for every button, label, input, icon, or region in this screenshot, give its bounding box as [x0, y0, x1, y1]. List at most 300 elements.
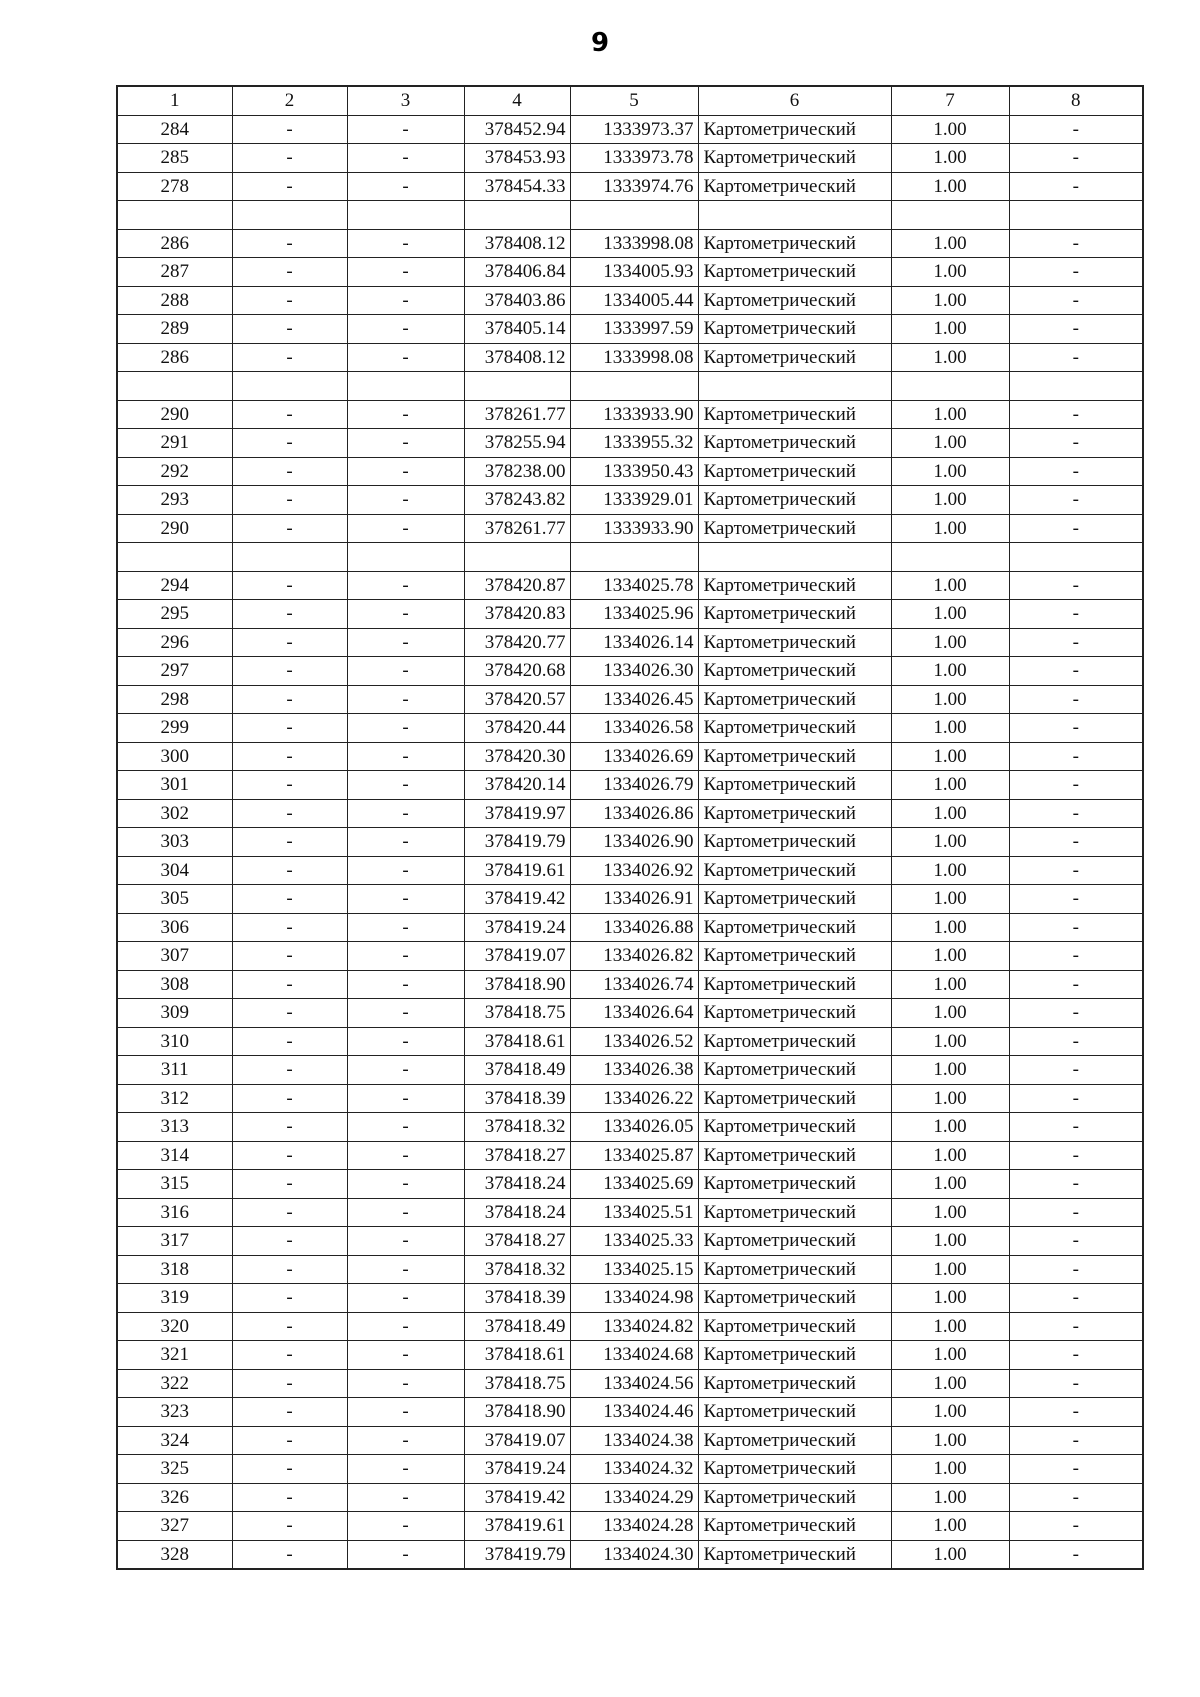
table-cell: 1334026.79	[570, 771, 698, 800]
table-cell: -	[1009, 1540, 1143, 1569]
table-cell: -	[1009, 486, 1143, 515]
table-cell: 378420.30	[464, 742, 570, 771]
table-row	[117, 1027, 1143, 1056]
table-cell: -	[1009, 172, 1143, 201]
table-cell: -	[232, 999, 347, 1028]
table-cell: 1333950.43	[570, 457, 698, 486]
table-cell: 1333933.90	[570, 400, 698, 429]
table-cell: 1333973.78	[570, 144, 698, 173]
table-cell: -	[347, 913, 464, 942]
table-cell: 1334026.22	[570, 1084, 698, 1113]
table-cell: -	[232, 1284, 347, 1313]
table-cell: -	[1009, 429, 1143, 458]
table-cell: Картометрический	[698, 115, 891, 144]
table-cell: 378418.27	[464, 1227, 570, 1256]
table-cell: -	[232, 828, 347, 857]
table-cell	[117, 543, 232, 572]
table-cell: Картометрический	[698, 856, 891, 885]
table-cell: -	[347, 315, 464, 344]
table-cell: 1.00	[891, 229, 1009, 258]
table-cell: -	[232, 1483, 347, 1512]
table-row	[117, 1455, 1143, 1484]
table-cell: 1333997.59	[570, 315, 698, 344]
table-cell: -	[347, 429, 464, 458]
table-cell: -	[347, 115, 464, 144]
table-row	[117, 885, 1143, 914]
table-cell: Картометрический	[698, 685, 891, 714]
table-cell: -	[1009, 1512, 1143, 1541]
table-cell: -	[347, 685, 464, 714]
table-row	[117, 172, 1143, 201]
table-cell: 1334026.05	[570, 1113, 698, 1142]
table-cell: -	[1009, 1056, 1143, 1085]
table-cell: -	[1009, 1398, 1143, 1427]
table-row	[117, 600, 1143, 629]
table-cell	[464, 201, 570, 230]
table-cell: 290	[117, 514, 232, 543]
table-cell: -	[232, 1312, 347, 1341]
table-cell: -	[232, 315, 347, 344]
table-cell: 1334024.30	[570, 1540, 698, 1569]
table-cell: 1334024.32	[570, 1455, 698, 1484]
table-cell: -	[232, 885, 347, 914]
table-row	[117, 315, 1143, 344]
table-cell: Картометрический	[698, 1170, 891, 1199]
table-cell: -	[347, 1426, 464, 1455]
table-cell: -	[232, 1341, 347, 1370]
table-cell: 378419.61	[464, 856, 570, 885]
table-cell: 291	[117, 429, 232, 458]
table-cell: 378420.83	[464, 600, 570, 629]
table-row	[117, 457, 1143, 486]
table-cell: -	[1009, 571, 1143, 600]
table-row	[117, 1284, 1143, 1313]
table-cell: 1.00	[891, 970, 1009, 999]
table-cell: Картометрический	[698, 799, 891, 828]
table-cell: 1334026.69	[570, 742, 698, 771]
table-cell: -	[347, 828, 464, 857]
table-cell: 1.00	[891, 685, 1009, 714]
table-row	[117, 1255, 1143, 1284]
table-cell: 1334025.51	[570, 1198, 698, 1227]
table-cell: -	[347, 1255, 464, 1284]
table-row	[117, 1113, 1143, 1142]
table-cell: 1.00	[891, 885, 1009, 914]
table-cell: -	[1009, 742, 1143, 771]
table-cell: -	[232, 913, 347, 942]
table-cell: -	[232, 1113, 347, 1142]
table-cell: -	[347, 1113, 464, 1142]
table-row	[117, 1141, 1143, 1170]
table-cell: Картометрический	[698, 1312, 891, 1341]
table-cell: 1.00	[891, 600, 1009, 629]
table-cell: 316	[117, 1198, 232, 1227]
table-cell: -	[1009, 999, 1143, 1028]
table-cell: 1334026.58	[570, 714, 698, 743]
table-cell: 378418.24	[464, 1198, 570, 1227]
table-cell: 1334024.28	[570, 1512, 698, 1541]
table-cell: -	[232, 1255, 347, 1284]
table-cell: 1.00	[891, 1198, 1009, 1227]
table-cell: 1.00	[891, 913, 1009, 942]
table-cell: Картометрический	[698, 1113, 891, 1142]
table-cell: 1.00	[891, 429, 1009, 458]
table-cell: 1.00	[891, 315, 1009, 344]
table-cell: 1.00	[891, 1398, 1009, 1427]
table-cell: 1333998.08	[570, 229, 698, 258]
table-cell: 325	[117, 1455, 232, 1484]
table-cell: -	[232, 1141, 347, 1170]
table-cell: Картометрический	[698, 628, 891, 657]
table-cell: -	[1009, 1084, 1143, 1113]
table-cell: -	[232, 571, 347, 600]
table-cell: -	[347, 885, 464, 914]
table-cell	[1009, 372, 1143, 401]
column-header: 4	[464, 86, 570, 115]
table-cell: 1.00	[891, 1426, 1009, 1455]
table-cell: -	[1009, 942, 1143, 971]
table-cell: 1333974.76	[570, 172, 698, 201]
table-cell: Картометрический	[698, 144, 891, 173]
table-cell: -	[1009, 856, 1143, 885]
table-cell: -	[347, 1084, 464, 1113]
table-cell: Картометрический	[698, 771, 891, 800]
table-cell: 1334026.52	[570, 1027, 698, 1056]
table-cell	[347, 372, 464, 401]
table-cell: -	[1009, 229, 1143, 258]
table-row	[117, 514, 1143, 543]
table-cell: -	[1009, 1426, 1143, 1455]
table-cell	[570, 201, 698, 230]
table-cell: 1.00	[891, 1540, 1009, 1569]
table-cell	[232, 372, 347, 401]
table-cell: 298	[117, 685, 232, 714]
table-cell: Картометрический	[698, 258, 891, 287]
table-row	[117, 429, 1143, 458]
table-cell: -	[347, 1540, 464, 1569]
table-cell: 295	[117, 600, 232, 629]
table-cell: -	[347, 942, 464, 971]
table-cell: -	[1009, 1198, 1143, 1227]
table-cell: 1.00	[891, 1084, 1009, 1113]
table-cell: 320	[117, 1312, 232, 1341]
table-cell: Картометрический	[698, 486, 891, 515]
table-cell: 1334026.90	[570, 828, 698, 857]
table-cell: -	[232, 771, 347, 800]
table-cell: 1334024.68	[570, 1341, 698, 1370]
table-cell: -	[347, 172, 464, 201]
table-cell: -	[1009, 1369, 1143, 1398]
table-cell: 1334024.46	[570, 1398, 698, 1427]
table-cell: -	[232, 457, 347, 486]
table-cell: -	[347, 657, 464, 686]
table-cell: -	[347, 400, 464, 429]
table-cell: -	[1009, 600, 1143, 629]
table-cell: -	[1009, 514, 1143, 543]
table-cell: 303	[117, 828, 232, 857]
table-cell: 1334025.96	[570, 600, 698, 629]
table-cell: -	[347, 286, 464, 315]
table-row	[117, 828, 1143, 857]
table-cell: 1334025.33	[570, 1227, 698, 1256]
table-cell: -	[347, 1198, 464, 1227]
table-cell: 318	[117, 1255, 232, 1284]
table-cell: -	[347, 799, 464, 828]
table-cell: 378419.24	[464, 1455, 570, 1484]
table-cell: -	[347, 600, 464, 629]
table-cell: -	[1009, 799, 1143, 828]
table-cell: -	[232, 1512, 347, 1541]
table-row	[117, 1312, 1143, 1341]
table-cell: 378420.87	[464, 571, 570, 600]
table-cell: -	[1009, 1027, 1143, 1056]
table-cell: 296	[117, 628, 232, 657]
table-cell: -	[232, 714, 347, 743]
table-cell	[698, 543, 891, 572]
table-cell: -	[347, 856, 464, 885]
table-cell: -	[347, 457, 464, 486]
table-cell: 1.00	[891, 1483, 1009, 1512]
table-cell: 378261.77	[464, 400, 570, 429]
table-cell: 378419.42	[464, 885, 570, 914]
table-cell: 1.00	[891, 1312, 1009, 1341]
table-cell: 1334026.92	[570, 856, 698, 885]
table-cell: 378420.57	[464, 685, 570, 714]
table-cell: 1334026.45	[570, 685, 698, 714]
table-row	[117, 628, 1143, 657]
table-cell: Картометрический	[698, 429, 891, 458]
table-row	[117, 1056, 1143, 1085]
table-cell: 378418.24	[464, 1170, 570, 1199]
table-cell: 1.00	[891, 457, 1009, 486]
table-cell: -	[232, 514, 347, 543]
column-header: 6	[698, 86, 891, 115]
table-cell: 1.00	[891, 1369, 1009, 1398]
table-cell	[891, 543, 1009, 572]
table-cell: Картометрический	[698, 970, 891, 999]
table-cell: 378419.07	[464, 1426, 570, 1455]
table-cell: 284	[117, 115, 232, 144]
table-cell: Картометрический	[698, 885, 891, 914]
table-row	[117, 942, 1143, 971]
table-cell: 1334025.15	[570, 1255, 698, 1284]
column-header: 7	[891, 86, 1009, 115]
table-cell: 378418.61	[464, 1341, 570, 1370]
table-cell: 1333973.37	[570, 115, 698, 144]
table-cell: 1.00	[891, 172, 1009, 201]
table-cell: -	[1009, 457, 1143, 486]
table-cell: 378408.12	[464, 229, 570, 258]
table-cell: 1.00	[891, 1141, 1009, 1170]
table-cell: 1.00	[891, 1512, 1009, 1541]
table-cell: 315	[117, 1170, 232, 1199]
table-cell: 1.00	[891, 514, 1009, 543]
table-cell: Картометрический	[698, 1341, 891, 1370]
table-cell: -	[1009, 1141, 1143, 1170]
table-cell: -	[347, 1312, 464, 1341]
table-cell: -	[232, 1170, 347, 1199]
table-row	[117, 856, 1143, 885]
table-cell: 378408.12	[464, 343, 570, 372]
table-cell: 1334024.56	[570, 1369, 698, 1398]
table-cell: 378418.49	[464, 1312, 570, 1341]
table-cell: 321	[117, 1341, 232, 1370]
table-cell: 289	[117, 315, 232, 344]
table-cell: 1334026.82	[570, 942, 698, 971]
table-cell: 1333955.32	[570, 429, 698, 458]
table-cell: -	[232, 1540, 347, 1569]
table-cell: -	[1009, 771, 1143, 800]
table-cell: 304	[117, 856, 232, 885]
table-cell: 1.00	[891, 828, 1009, 857]
table-cell: 1.00	[891, 799, 1009, 828]
table-cell: 1.00	[891, 1056, 1009, 1085]
table-cell: -	[232, 799, 347, 828]
table-cell: Картометрический	[698, 657, 891, 686]
table-cell: Картометрический	[698, 514, 891, 543]
table-cell: 297	[117, 657, 232, 686]
table-cell: 1334026.14	[570, 628, 698, 657]
table-cell: Картометрический	[698, 172, 891, 201]
table-cell	[570, 372, 698, 401]
table-cell: -	[347, 486, 464, 515]
table-cell: 378418.75	[464, 1369, 570, 1398]
table-cell: 306	[117, 913, 232, 942]
table-row	[117, 913, 1143, 942]
table-cell: 378418.61	[464, 1027, 570, 1056]
table-row	[117, 970, 1143, 999]
table-cell: 313	[117, 1113, 232, 1142]
table-cell: -	[347, 514, 464, 543]
table-cell	[891, 372, 1009, 401]
table-cell	[232, 543, 347, 572]
table-cell: -	[347, 771, 464, 800]
table-cell: 310	[117, 1027, 232, 1056]
table-cell: 1.00	[891, 400, 1009, 429]
table-cell: 322	[117, 1369, 232, 1398]
table-cell: 378420.77	[464, 628, 570, 657]
table-cell: -	[347, 1341, 464, 1370]
table-cell: 311	[117, 1056, 232, 1085]
table-cell	[698, 201, 891, 230]
table-row	[117, 1341, 1143, 1370]
table-cell: -	[232, 229, 347, 258]
table-cell: Картометрический	[698, 1284, 891, 1313]
table-cell: -	[232, 856, 347, 885]
table-cell: 1.00	[891, 1170, 1009, 1199]
table-cell: Картометрический	[698, 1483, 891, 1512]
table-cell: 1333929.01	[570, 486, 698, 515]
table-cell: Картометрический	[698, 1255, 891, 1284]
table-cell: -	[1009, 714, 1143, 743]
table-cell	[464, 543, 570, 572]
table-row	[117, 343, 1143, 372]
table-row	[117, 685, 1143, 714]
table-cell: 378420.44	[464, 714, 570, 743]
table-cell: 288	[117, 286, 232, 315]
table-cell: 1.00	[891, 343, 1009, 372]
table-cell: 1.00	[891, 144, 1009, 173]
table-cell: -	[347, 1170, 464, 1199]
table-cell: -	[347, 1027, 464, 1056]
table-cell: 378454.33	[464, 172, 570, 201]
table-cell: 1334005.44	[570, 286, 698, 315]
table-cell: 1334024.29	[570, 1483, 698, 1512]
table-cell	[232, 201, 347, 230]
table-row	[117, 1540, 1143, 1569]
table-cell: 1.00	[891, 1113, 1009, 1142]
table-cell: Картометрический	[698, 942, 891, 971]
table-cell: 300	[117, 742, 232, 771]
table-header	[117, 86, 1143, 115]
table-cell: 1334026.38	[570, 1056, 698, 1085]
column-header: 3	[347, 86, 464, 115]
table-cell: 1334026.64	[570, 999, 698, 1028]
table-cell: -	[1009, 1284, 1143, 1313]
table-cell: 327	[117, 1512, 232, 1541]
table-cell: 1334024.38	[570, 1426, 698, 1455]
table-cell: -	[1009, 1255, 1143, 1284]
table-cell: Картометрический	[698, 286, 891, 315]
table-cell: -	[347, 628, 464, 657]
table-cell: 326	[117, 1483, 232, 1512]
table-cell: 324	[117, 1426, 232, 1455]
table-row	[117, 657, 1143, 686]
table-cell: Картометрический	[698, 1198, 891, 1227]
table-cell: 308	[117, 970, 232, 999]
table-cell: Картометрический	[698, 1398, 891, 1427]
table-cell: -	[232, 685, 347, 714]
column-header: 1	[117, 86, 232, 115]
table-cell: 319	[117, 1284, 232, 1313]
table-cell: -	[347, 1512, 464, 1541]
table-cell: 1334025.78	[570, 571, 698, 600]
table-cell: -	[1009, 628, 1143, 657]
table-cell: 1.00	[891, 999, 1009, 1028]
table-cell: -	[232, 115, 347, 144]
table-row	[117, 286, 1143, 315]
table-cell: 278	[117, 172, 232, 201]
header-row	[117, 86, 1143, 115]
table-cell: Картометрический	[698, 913, 891, 942]
table-separator-row	[117, 372, 1143, 401]
table-cell	[698, 372, 891, 401]
table-row	[117, 229, 1143, 258]
table-cell: -	[232, 486, 347, 515]
table-cell: -	[347, 1141, 464, 1170]
table-cell: -	[1009, 115, 1143, 144]
table-cell: Картометрический	[698, 600, 891, 629]
table-cell: 378419.42	[464, 1483, 570, 1512]
table-cell: -	[1009, 1312, 1143, 1341]
table-cell: Картометрический	[698, 1056, 891, 1085]
table-cell: -	[1009, 913, 1143, 942]
table-cell: 293	[117, 486, 232, 515]
table-cell: Картометрический	[698, 229, 891, 258]
table-cell: 1.00	[891, 1027, 1009, 1056]
table-cell: 378419.79	[464, 828, 570, 857]
table-cell: Картометрический	[698, 343, 891, 372]
table-cell	[347, 201, 464, 230]
table-cell: 1.00	[891, 258, 1009, 287]
table-cell: Картометрический	[698, 742, 891, 771]
table-cell: 314	[117, 1141, 232, 1170]
table-cell: -	[232, 1426, 347, 1455]
table-cell: Картометрический	[698, 1426, 891, 1455]
table-cell: 292	[117, 457, 232, 486]
table-cell: 299	[117, 714, 232, 743]
table-cell: 378255.94	[464, 429, 570, 458]
